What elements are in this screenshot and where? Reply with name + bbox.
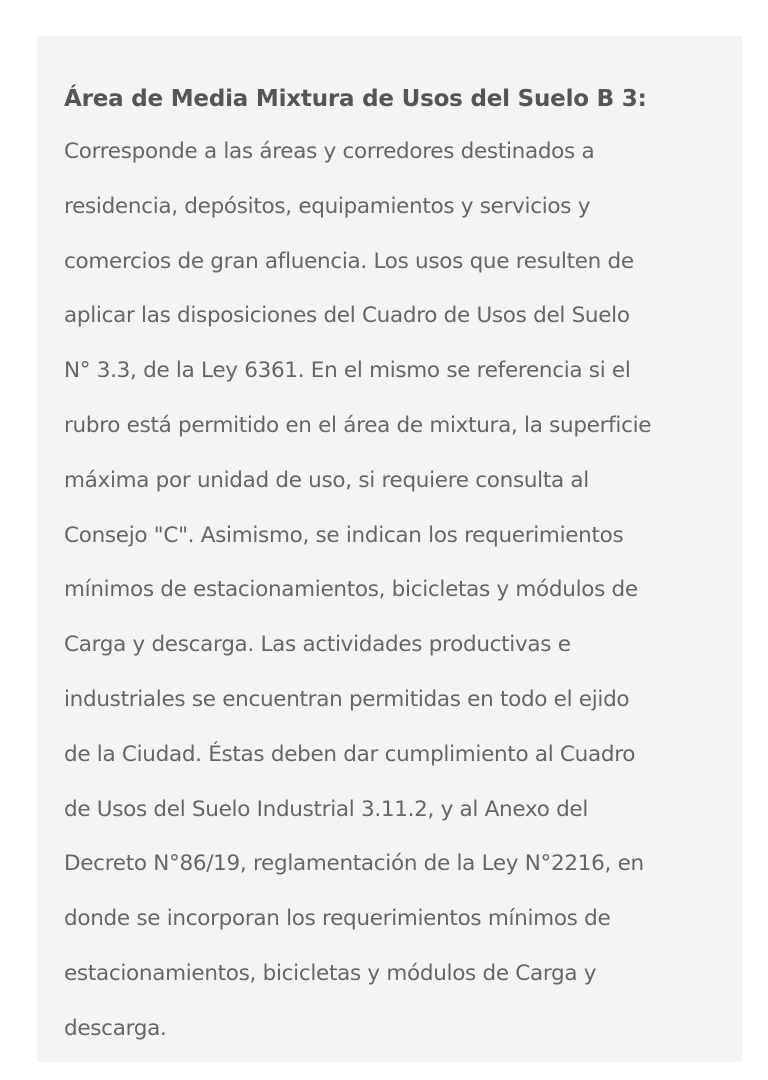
body-line: de Usos del Suelo Industrial 3.11.2, y al Anexo del (64, 796, 589, 822)
body-line: industriales se encuentran permitidas en todo el ejido (64, 686, 630, 712)
body-line: N° 3.3, de la Ley 6361. En el mismo se referencia si el (64, 358, 631, 384)
body-line: de la Ciudad. Éstas deben dar cumplimiento al Cuadro (64, 741, 636, 767)
card-title: Área de Media Mixtura de Usos del Suelo B 3: (64, 86, 647, 112)
card-body (64, 125, 714, 1057)
body-line: aplicar las disposiciones del Cuadro de Usos del Suelo (64, 303, 630, 329)
body-line: rubro está permitido en el área de mixtura, la superficie (64, 412, 652, 438)
body-line: donde se incorporan los requerimientos mínimos de (64, 906, 611, 932)
body-line: descarga. (64, 1015, 167, 1041)
body-line: Consejo "C". Asimismo, se indican los requerimientos (64, 522, 624, 548)
body-line: máxima por unidad de uso, si requiere consulta al (64, 467, 589, 493)
info-card (37, 36, 742, 1062)
body-line: Decreto N°86/19, reglamentación de la Ley N°2216, en (64, 851, 644, 877)
body-line: mínimos de estacionamientos, bicicletas y módulos de (64, 577, 638, 603)
body-line: Carga y descarga. Las actividades productivas e (64, 632, 571, 658)
body-line: comercios de gran afluencia. Los usos que resulten de (64, 248, 634, 274)
body-line: estacionamientos, bicicletas y módulos de Carga y (64, 960, 597, 986)
body-line: Corresponde a las áreas y corredores destinados a (64, 139, 595, 164)
body-line: residencia, depósitos, equipamientos y servicios y (64, 193, 591, 219)
